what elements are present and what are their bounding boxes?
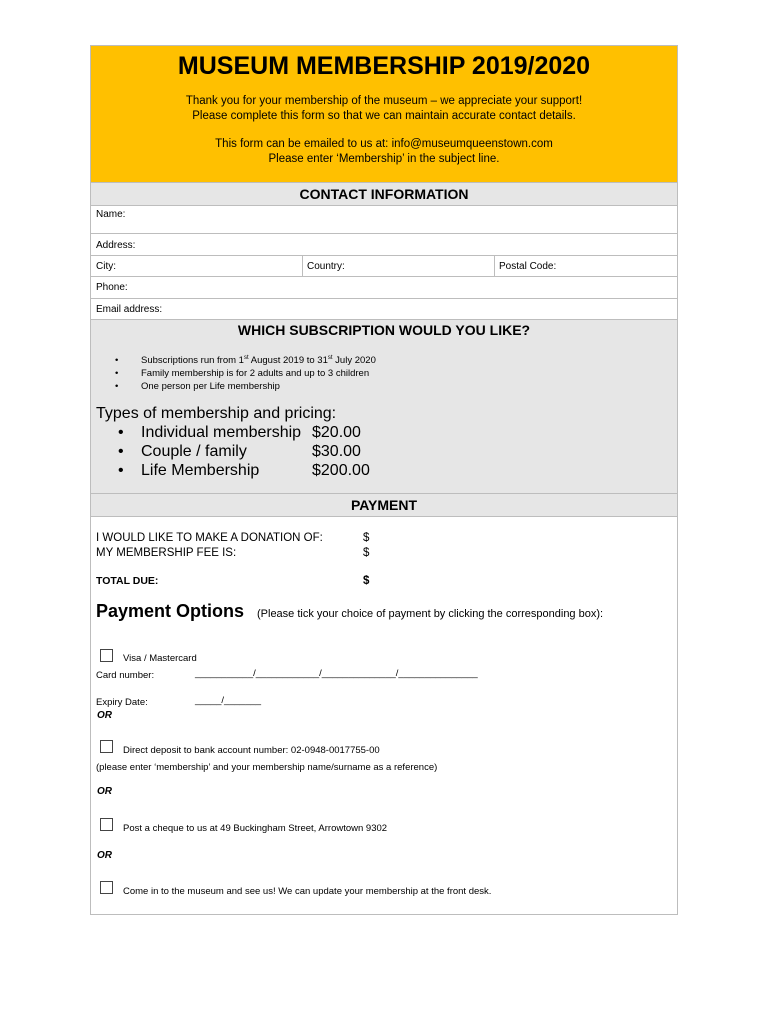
card-number-field[interactable]: ___________/____________/______________/_______________ [195,668,478,679]
subscription-note: • Subscriptions run from 1st August 2019 to 31st July 2020 [115,355,376,367]
city-country-postal-row [91,256,677,277]
life-price: $200.00 [312,462,370,479]
payment-heading: PAYMENT [91,493,677,517]
visit-label: Come in to the museum and see us! We can update your membership at the front desk. [123,886,492,897]
or-divider: OR [97,850,112,861]
email-field[interactable] [91,299,677,320]
membership-fee-label: MY MEMBERSHIP FEE IS: [96,547,237,559]
name-label: Name: [96,209,126,220]
membership-form [90,45,678,915]
payment-options-note: (Please tick your choice of payment by clicking the corresponding box): [257,608,604,620]
subject-line-text: Please enter ‘Membership’ in the subject line. [268,153,500,165]
complete-form-text: Please complete this form so that we can maintain accurate contact details. [192,110,576,122]
phone-field[interactable] [91,277,677,299]
postal-code-label: Postal Code: [499,261,557,272]
contact-heading: CONTACT INFORMATION [91,182,677,206]
payment-options-title: Payment Options [96,601,245,621]
email-label: Email address: [96,304,163,315]
email-instruction-text: This form can be emailed to us at: info@museumqueenstown.com [215,138,553,150]
deposit-checkbox[interactable] [100,740,113,753]
life-label: Life Membership [141,462,260,479]
couple-label: Couple / family [141,443,247,460]
family-note: • Family membership is for 2 adults and up to 3 children [115,368,370,379]
cheque-checkbox[interactable] [100,818,113,831]
thank-you-text: Thank you for your membership of the museum – we appreciate your support! [185,95,583,107]
phone-label: Phone: [96,282,128,293]
individual-label: Individual membership [141,424,302,441]
donation-amount[interactable]: $ [363,532,370,544]
name-field[interactable] [91,206,677,234]
membership-fee-amount[interactable]: $ [363,547,370,559]
form-header [91,46,677,182]
total-due-amount: $ [363,575,370,587]
address-label: Address: [96,240,136,251]
expiry-label: Expiry Date: [96,697,148,708]
visit-checkbox[interactable] [100,881,113,894]
total-due-label: TOTAL DUE: [96,575,159,587]
card-number-label: Card number: [96,670,155,681]
couple-price: $30.00 [312,443,361,460]
membership-type-item: • [118,443,124,460]
country-label: Country: [307,261,345,272]
visa-label: Visa / Mastercard [123,653,197,664]
form-title: MUSEUM MEMBERSHIP 2019/2020 [177,52,591,80]
address-field[interactable] [91,234,677,256]
visa-checkbox[interactable] [100,649,113,662]
or-divider: OR [97,710,112,721]
deposit-note: (please enter ‘membership’ and your membership name/surname as a reference) [96,762,438,773]
cheque-label: Post a cheque to us at 49 Buckingham Street, Arrowtown 9302 [123,823,388,834]
individual-price: $20.00 [312,424,361,441]
membership-type-item: • [118,424,124,441]
subscription-section [91,320,677,493]
life-note: • One person per Life membership [115,381,280,392]
or-divider: OR [97,786,112,797]
subscription-heading: WHICH SUBSCRIPTION WOULD YOU LIKE? [237,322,531,338]
membership-types-label: Types of membership and pricing: [96,405,337,422]
deposit-label: Direct deposit to bank account number: 02-0948-0017755-00 [123,745,380,756]
donation-label: I WOULD LIKE TO MAKE A DONATION OF: [96,532,323,544]
city-label: City: [96,261,116,272]
membership-type-item: • [118,462,124,479]
expiry-field[interactable]: _____/_______ [195,695,262,706]
